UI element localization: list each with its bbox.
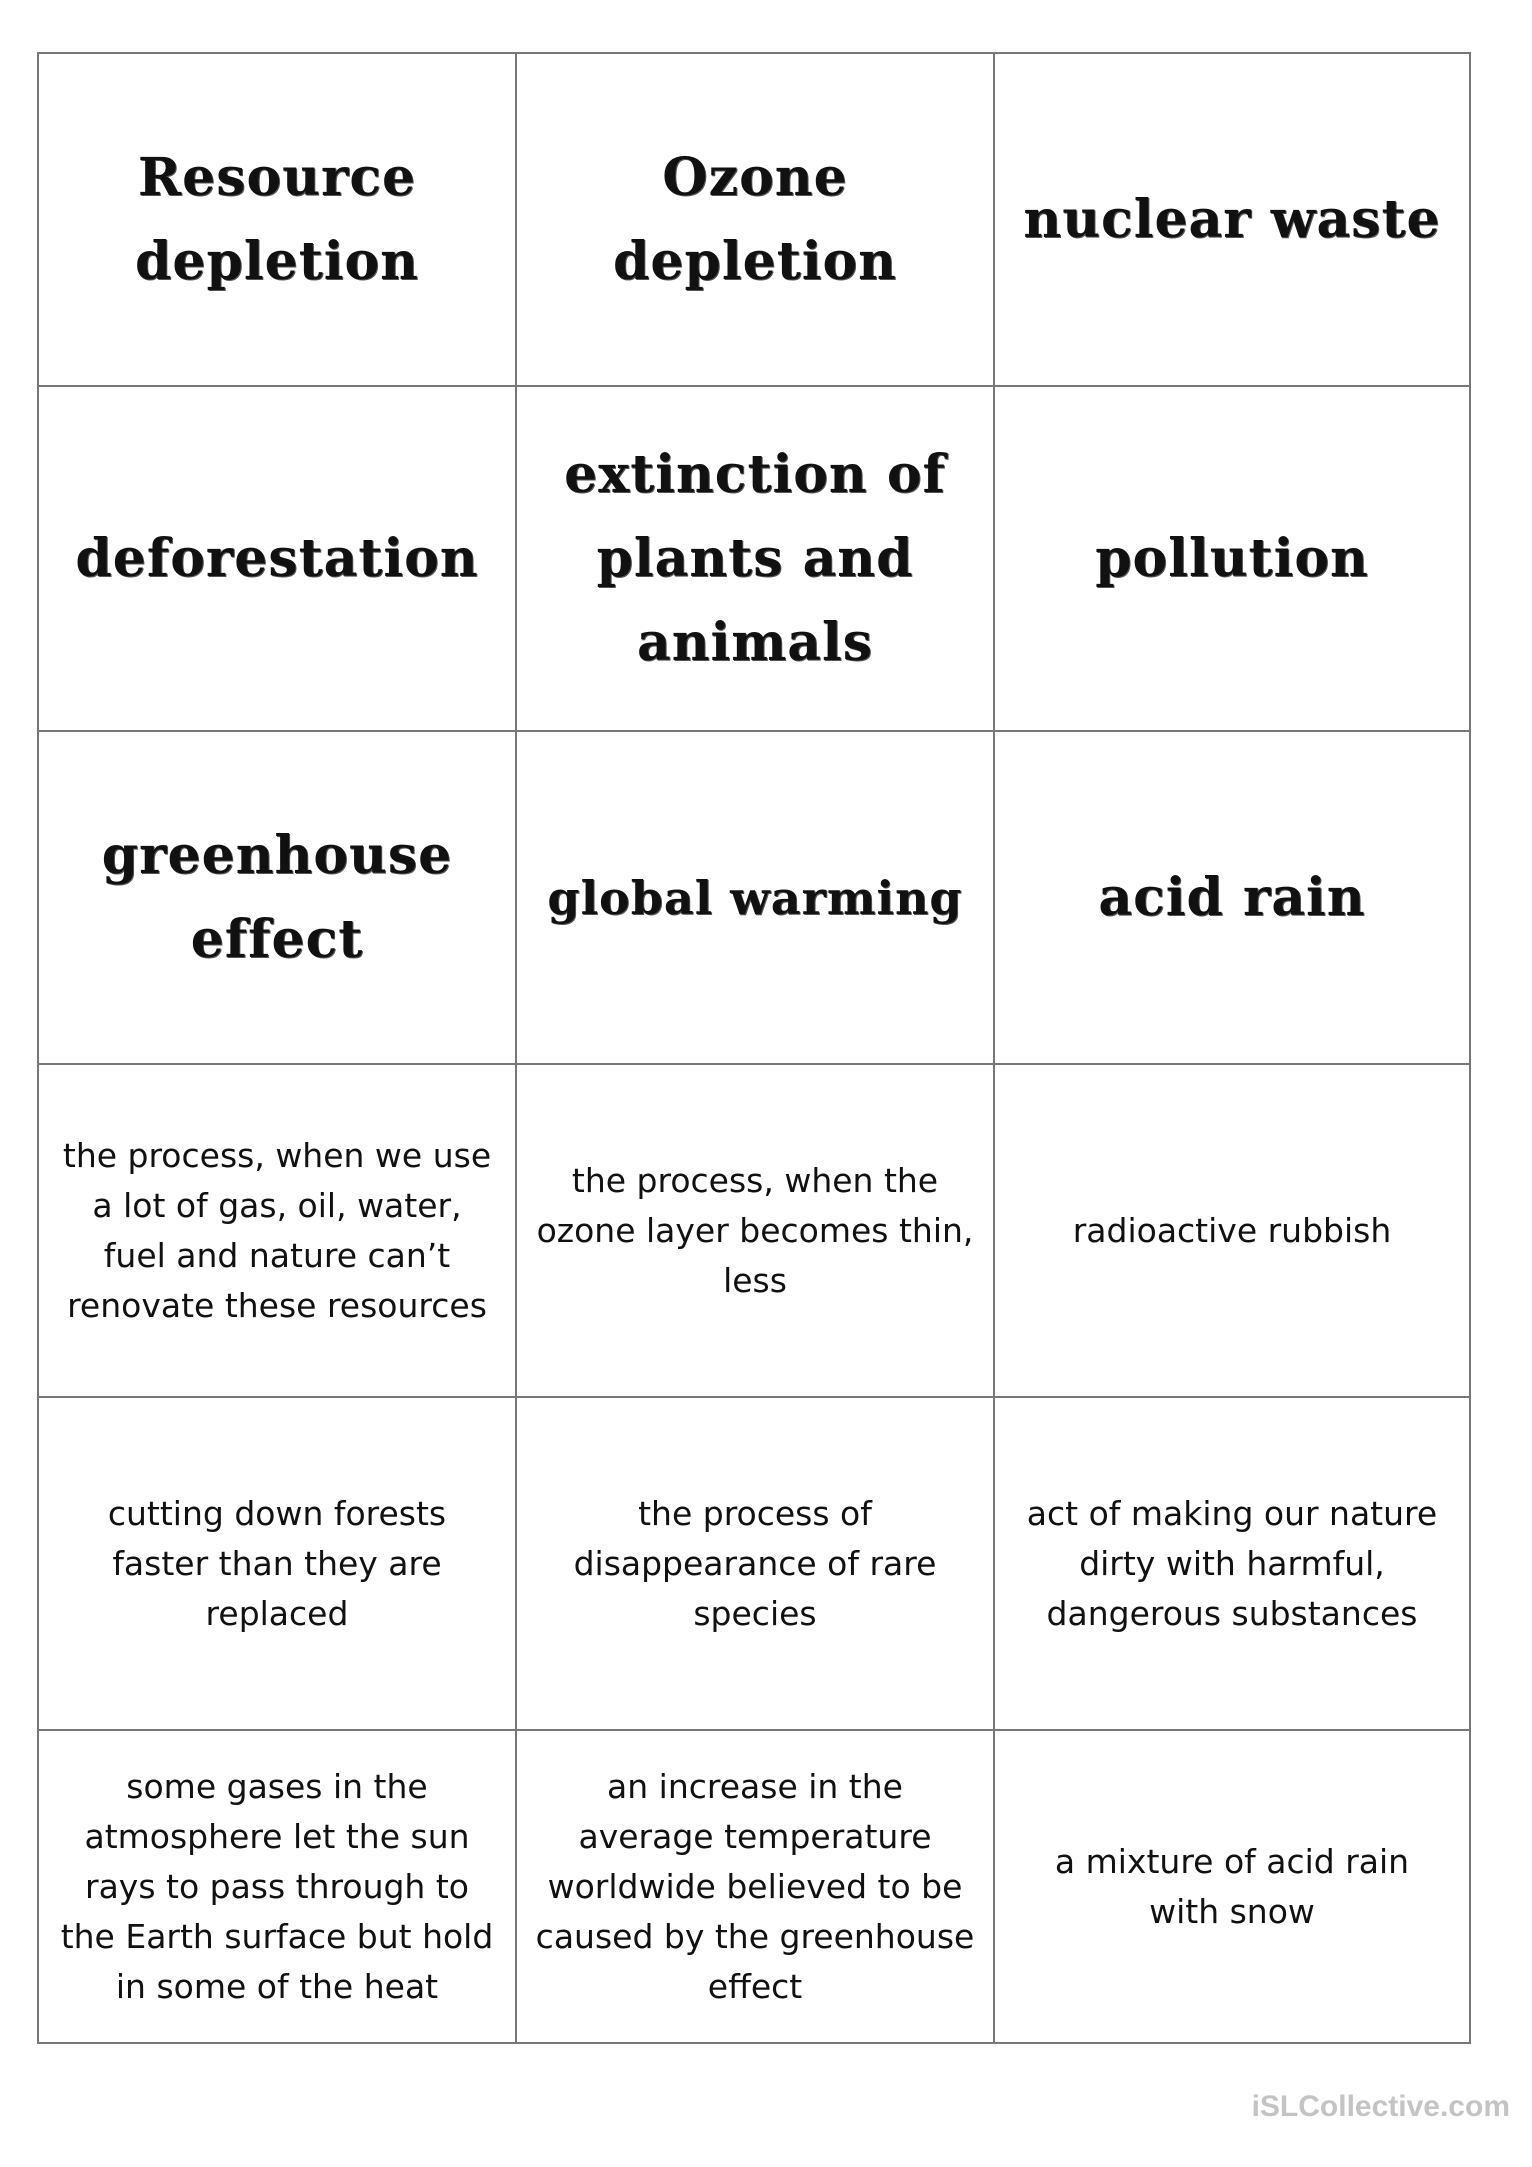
term-card [995, 54, 1469, 387]
term-text: global warming [547, 870, 963, 925]
definition-card [517, 1065, 995, 1398]
definition-text: an increase in the average temperature worldwide believed to be caused by the greenhouse effect [535, 1766, 975, 2006]
term-card [39, 732, 517, 1065]
definition-text: some gases in the atmosphere let the sun rays to pass through to the Earth surface but hold in some of the heat [60, 1766, 494, 2006]
term-text: acid rain [1098, 866, 1366, 928]
term-text: extinction of plants and animals [564, 443, 946, 673]
term-card [995, 387, 1469, 732]
definition-text: act of making our nature dirty with harmful, dangerous substances [1026, 1493, 1438, 1633]
definition-card [995, 1065, 1469, 1398]
term-text: Ozone depletion [613, 146, 897, 292]
term-text: nuclear waste [1023, 188, 1441, 250]
term-card [517, 54, 995, 387]
definition-card [39, 1731, 517, 2042]
definition-text: the process, when the ozone layer becomes thin, less [536, 1160, 974, 1300]
term-text: Resource depletion [135, 146, 419, 292]
definition-text: a mixture of acid rain with snow [1054, 1841, 1410, 1931]
definition-card [517, 1731, 995, 2042]
definition-card [517, 1398, 995, 1731]
term-text: deforestation [75, 527, 479, 589]
definition-text: cutting down forests faster than they are replaced [107, 1493, 447, 1633]
definition-text: the process of disappearance of rare species [573, 1493, 937, 1633]
definition-card [39, 1398, 517, 1731]
definition-card [39, 1065, 517, 1398]
term-text: pollution [1095, 527, 1369, 589]
term-card [517, 387, 995, 732]
definition-text: the process, when we use a lot of gas, oil, water, fuel and nature can’t renovate these resources [62, 1135, 492, 1325]
term-card [995, 732, 1469, 1065]
term-card [39, 387, 517, 732]
card-grid [37, 52, 1471, 2044]
term-card [39, 54, 517, 387]
term-card [517, 732, 995, 1065]
definition-card [995, 1731, 1469, 2042]
definition-text: radioactive rubbish [1072, 1210, 1392, 1250]
watermark: iSLCollective.com [1251, 2090, 1510, 2123]
definition-card [995, 1398, 1469, 1731]
term-text: greenhouse effect [101, 824, 453, 970]
